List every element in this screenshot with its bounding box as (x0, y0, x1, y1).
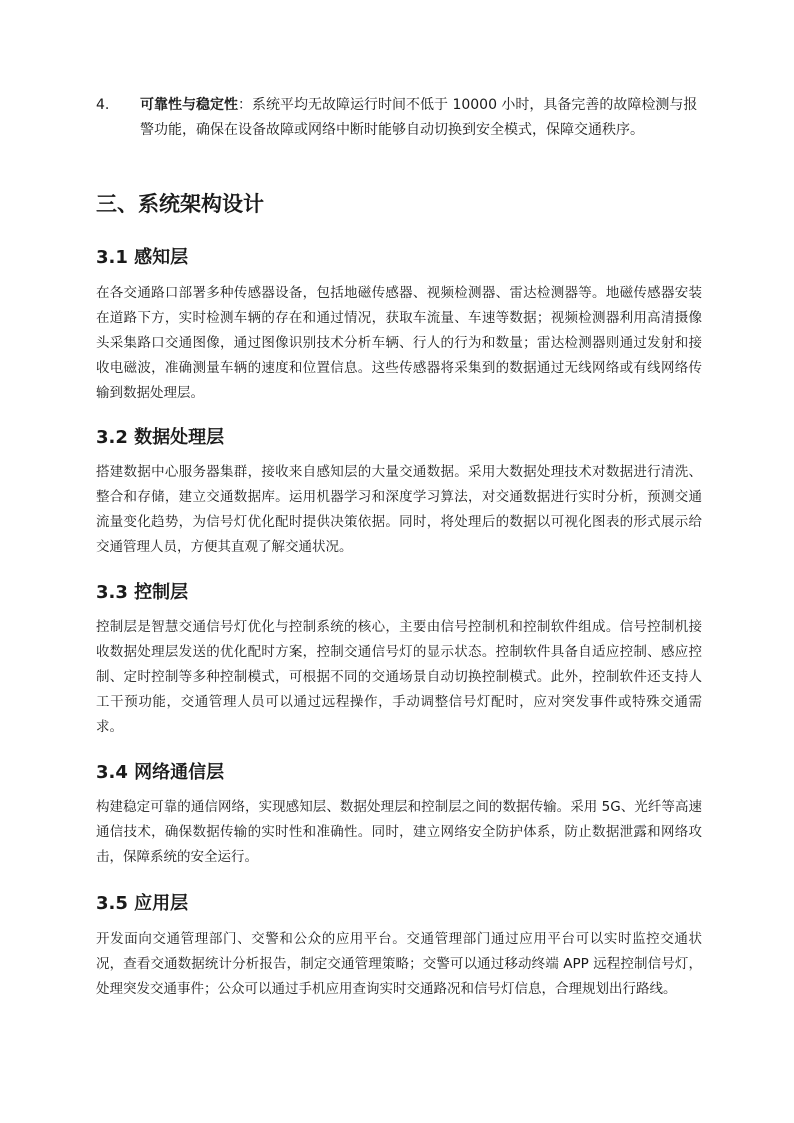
subsection-body-3-1: 在各交通路口部署多种传感器设备，包括地磁传感器、视频检测器、雷达检测器等。地磁传感器安装在道路下方，实时检测车辆的存在和通过情况，获取车流量、车速等数据；视频检测器利用高清摄像头采集路口交通图像，通过图像识别技术分析车辆、行人的行为和数量；雷达检测器则通过发射和接收电磁波，准确测量车辆的速度和位置信息。这些传感器将采集到的数据通过无线网络或有线网络传输到数据处理层。 (96, 285, 702, 401)
list-text (140, 93, 706, 143)
section-title: 三、系统架构设计 (96, 192, 264, 216)
subsection-heading-3-3: 3.3 控制层 (96, 582, 189, 603)
list-description: ：系统平均无故障运行时间不低于 10000 小时，具备完善的故障检测与报警功能，确保在设备故障或网络中断时能够自动切换到安全模式，保障交通秩序。 (140, 97, 698, 138)
subsection-heading-3-4: 3.4 网络通信层 (96, 762, 225, 783)
subsection-body-3-2: 搭建数据中心服务器集群，接收来自感知层的大量交通数据。采用大数据处理技术对数据进行清洗、整合和存储，建立交通数据库。运用机器学习和深度学习算法，对交通数据进行实时分析，预测交通流量变化趋势，为信号灯优化配时提供决策依据。同时，将处理后的数据以可视化图表的形式展示给交通管理人员，方便其直观了解交通状况。 (96, 464, 702, 555)
subsection-heading-3-1: 3.1 感知层 (96, 247, 189, 268)
subsection-heading-3-5: 3.5 应用层 (96, 893, 189, 914)
subsection-heading-3-2: 3.2 数据处理层 (96, 427, 225, 448)
list-term: 可靠性与稳定性 (140, 97, 238, 113)
subsection-body-3-5: 开发面向交通管理部门、交警和公众的应用平台。交通管理部门通过应用平台可以实时监控交通状况，查看交通数据统计分析报告，制定交通管理策略；交警可以通过移动终端 APP 远程控制信号灯，处理突发交通事件；公众可以通过手机应用查询实时交通路况和信号灯信息，合理规划出行路线。 (96, 931, 702, 997)
subsection-body-3-4: 构建稳定可靠的通信网络，实现感知层、数据处理层和控制层之间的数据传输。采用 5G、光纤等高速通信技术，确保数据传输的实时性和准确性。同时，建立网络安全防护体系，防止数据泄露和网络攻击，保障系统的安全运行。 (96, 799, 702, 865)
list-item (96, 93, 706, 143)
list-number: 4. (96, 97, 110, 113)
subsection-body-3-3: 控制层是智慧交通信号灯优化与控制系统的核心，主要由信号控制机和控制软件组成。信号控制机接收数据处理层发送的优化配时方案，控制交通信号灯的显示状态。控制软件具备自适应控制、感应控制、定时控制等多种控制模式，可根据不同的交通场景自动切换控制模式。此外，控制软件还支持人工干预功能，交通管理人员可以通过远程操作，手动调整信号灯配时，应对突发事件或特殊交通需求。 (96, 619, 702, 735)
